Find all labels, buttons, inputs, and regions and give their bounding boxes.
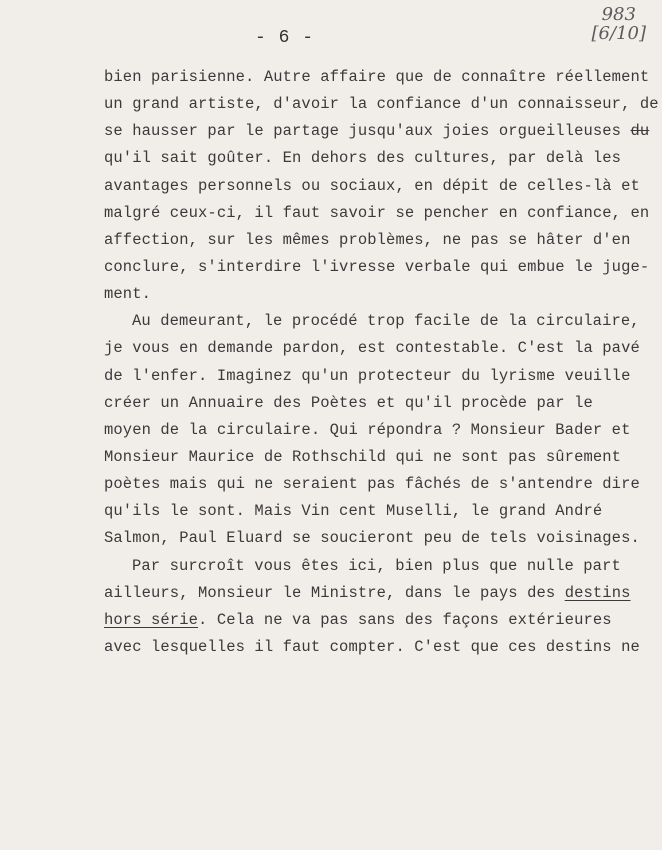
text-line: de l'enfer. Imaginez qu'un protecteur du lyrisme veuille [104, 366, 631, 385]
archive-ref-top: 983 [601, 4, 636, 25]
text-line: qu'ils le sont. Mais Vin cent Muselli, le grand André [104, 502, 603, 521]
text-line: un grand artiste, d'avoir la confiance d'un connaisseur, de [104, 95, 659, 114]
text-line: poètes mais qui ne seraient pas fâchés de s'antendre dire [104, 475, 640, 494]
text-line: avantages personnels ou sociaux, en dépit de celles-là et [104, 176, 640, 195]
text-line: créer un Annuaire des Poètes et qu'il procède par le [104, 393, 593, 412]
text-line: conclure, s'interdire l'ivresse verbale qui embue le juge- [104, 257, 650, 276]
text-line: se hausser par le partage jusqu'aux joies orgueilleuses du [104, 122, 650, 141]
text-line: Salmon, Paul Eluard se soucieront peu de tels voisinages. [104, 529, 640, 548]
text-line: je vous en demande pardon, est contestable. C'est la pavé [104, 339, 640, 358]
text-line: avec lesquelles il faut compter. C'est que ces destins ne [104, 637, 640, 656]
text-line: bien parisienne. Autre affaire que de connaître réellement [104, 68, 650, 86]
text-line: hors série. Cela ne va pas sans des façons extérieures [104, 610, 612, 629]
struck-word: du [630, 122, 650, 141]
paragraph-start-line: Au demeurant, le procédé trop facile de la circulaire, [132, 312, 640, 331]
paragraph-start-line: Par surcroît vous êtes ici, bien plus que nulle part [132, 556, 621, 575]
text-line: malgré ceux-ci, il faut savoir se pencher en confiance, en [104, 203, 650, 222]
text-line: ailleurs, Monsieur le Ministre, dans le pays des destins [104, 583, 631, 602]
underlined-phrase: hors série [104, 610, 199, 629]
body-text [104, 64, 659, 661]
text-line: affection, sur les mêmes problèmes, ne pas se hâter d'en [104, 230, 631, 249]
text-line: Monsieur Maurice de Rothschild qui ne sont pas sûrement [104, 447, 622, 466]
page-number: - 6 - [255, 28, 315, 48]
underlined-phrase: destins [564, 583, 631, 602]
text-line: ment. [104, 285, 152, 304]
text-line: qu'il sait goûter. En dehors des cultures, par delà les [104, 149, 622, 168]
text-line: moyen de la circulaire. Qui répondra ? Monsieur Bader et [104, 420, 631, 439]
archive-reference [592, 6, 646, 44]
archive-ref-bottom: [6/10] [591, 22, 646, 44]
